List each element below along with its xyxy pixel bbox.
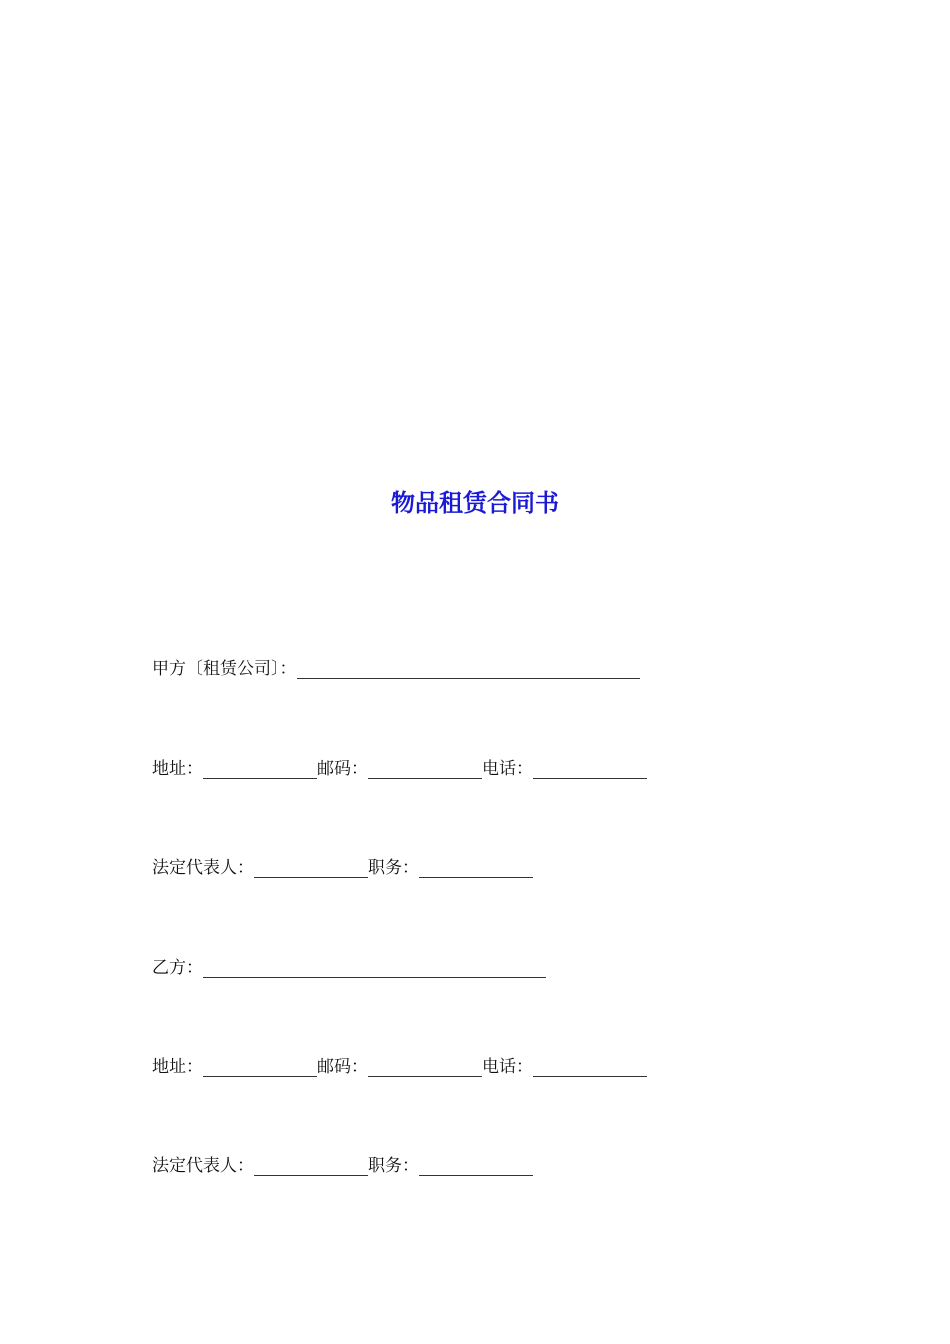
party-b-legal-rep-blank[interactable] (254, 1154, 368, 1176)
party-a-label: 甲方〔租赁公司〕： (152, 659, 297, 679)
party-a-position-label: 职务： (368, 858, 419, 878)
party-a-position-blank[interactable] (419, 856, 533, 878)
party-a-legal-rep-blank[interactable] (254, 856, 368, 878)
party-b-phone-label: 电话： (482, 1057, 533, 1077)
party-b-position-blank[interactable] (419, 1154, 533, 1176)
party-b-legal-rep-label: 法定代表人： (152, 1156, 254, 1176)
party-b-postcode-blank[interactable] (368, 1055, 482, 1077)
party-b-contact-line (152, 1054, 647, 1080)
party-a-phone-label: 电话： (482, 759, 533, 779)
party-b-label: 乙方： (152, 958, 203, 978)
party-b-line (152, 955, 546, 981)
party-a-postcode-blank[interactable] (368, 757, 482, 779)
party-b-address-label: 地址： (152, 1057, 203, 1077)
party-a-name-blank[interactable] (297, 657, 640, 679)
party-a-line (152, 656, 640, 682)
party-b-position-label: 职务： (368, 1156, 419, 1176)
party-a-rep-line (152, 855, 533, 881)
party-b-phone-blank[interactable] (533, 1055, 647, 1077)
document-title: 物品租赁合同书 (391, 488, 559, 517)
party-a-postcode-label: 邮码： (317, 759, 368, 779)
party-a-address-blank[interactable] (203, 757, 317, 779)
party-b-postcode-label: 邮码： (317, 1057, 368, 1077)
party-b-name-blank[interactable] (203, 956, 546, 978)
party-b-rep-line (152, 1153, 533, 1179)
party-a-address-label: 地址： (152, 759, 203, 779)
party-b-address-blank[interactable] (203, 1055, 317, 1077)
party-a-contact-line (152, 756, 647, 782)
party-a-phone-blank[interactable] (533, 757, 647, 779)
party-a-legal-rep-label: 法定代表人： (152, 858, 254, 878)
